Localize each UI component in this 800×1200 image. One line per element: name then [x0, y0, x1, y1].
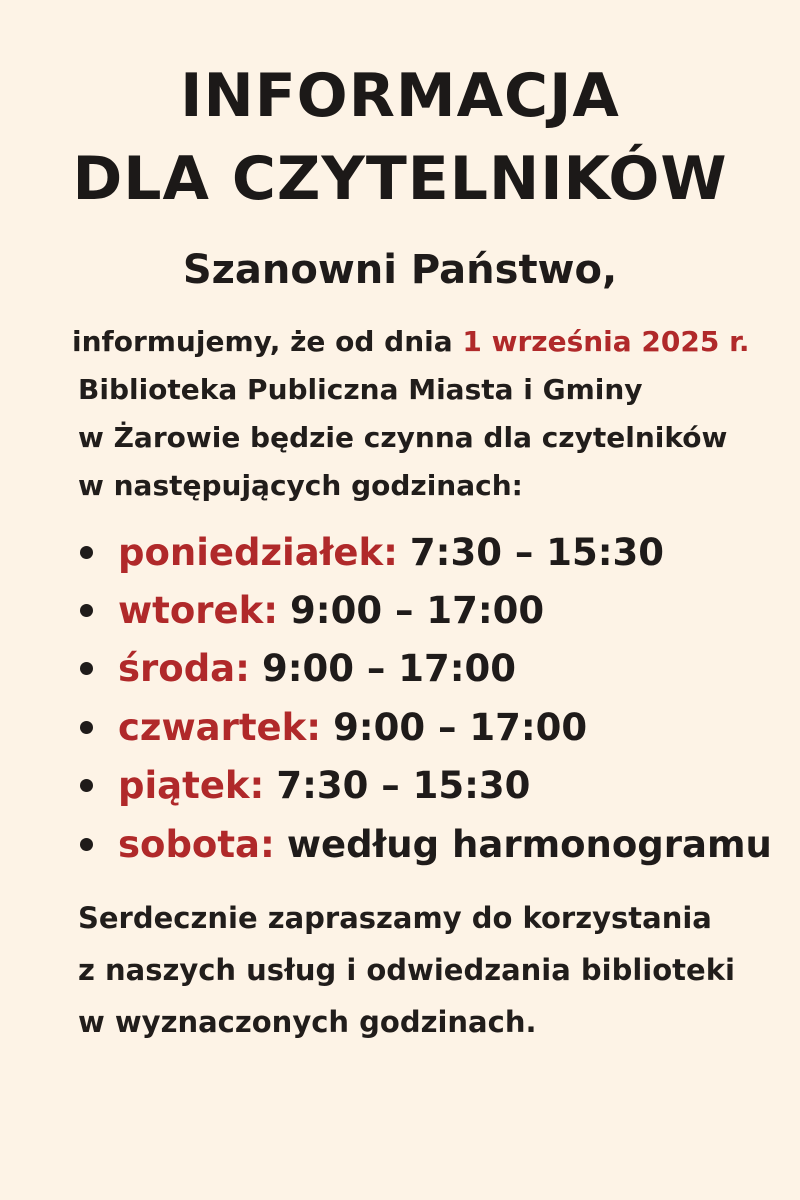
- time-range: 7:30 – 15:30: [409, 530, 664, 574]
- hours-item-wednesday: [80, 640, 780, 698]
- intro-line-3: w Żarowie będzie czynna dla czytelników: [78, 421, 728, 454]
- closing-line-2: z naszych usług i odwiedzania biblioteki: [78, 953, 735, 987]
- hours-item-saturday: [80, 815, 780, 873]
- closing-line-3: w wyznaczonych godzinach.: [78, 1005, 537, 1039]
- day-label: środa:: [118, 647, 250, 691]
- intro-line-4: w następujących godzinach:: [78, 469, 523, 502]
- closing-paragraph: [78, 892, 788, 1048]
- intro-line-1: [72, 318, 772, 366]
- bullet-icon: [80, 604, 93, 617]
- effective-date: 1 września 2025 r.: [462, 325, 750, 358]
- time-range: 7:30 – 15:30: [276, 764, 531, 808]
- closing-line-1: Serdecznie zapraszamy do korzystania: [78, 901, 712, 935]
- day-label: wtorek:: [118, 589, 279, 633]
- hours-item-friday: [80, 757, 780, 815]
- time-range: 9:00 – 17:00: [261, 647, 517, 691]
- bullet-icon: [80, 546, 93, 559]
- notice-title-line-2: DLA CZYTELNIKÓW: [72, 144, 728, 214]
- intro-line-2: Biblioteka Publiczna Miasta i Gminy: [78, 373, 643, 406]
- bullet-icon: [80, 779, 93, 792]
- notice-title-line-1: INFORMACJA: [180, 61, 620, 131]
- hours-item-thursday: [80, 698, 780, 756]
- greeting: Szanowni Państwo,: [182, 247, 618, 293]
- intro-paragraph: [72, 318, 772, 510]
- hours-item-monday: [80, 523, 780, 581]
- intro-prefix: informujemy, że od dnia: [72, 325, 463, 358]
- opening-hours-list: [80, 523, 780, 873]
- time-range: według harmonogramu: [286, 822, 772, 866]
- day-label: sobota:: [118, 822, 275, 866]
- bullet-icon: [80, 838, 93, 851]
- hours-item-tuesday: [80, 581, 780, 639]
- bullet-icon: [80, 662, 93, 675]
- time-range: 9:00 – 17:00: [333, 705, 588, 749]
- day-label: piątek:: [118, 764, 265, 808]
- bullet-icon: [80, 721, 93, 734]
- time-range: 9:00 – 17:00: [290, 589, 545, 633]
- day-label: poniedziałek:: [118, 530, 398, 574]
- day-label: czwartek:: [118, 705, 322, 749]
